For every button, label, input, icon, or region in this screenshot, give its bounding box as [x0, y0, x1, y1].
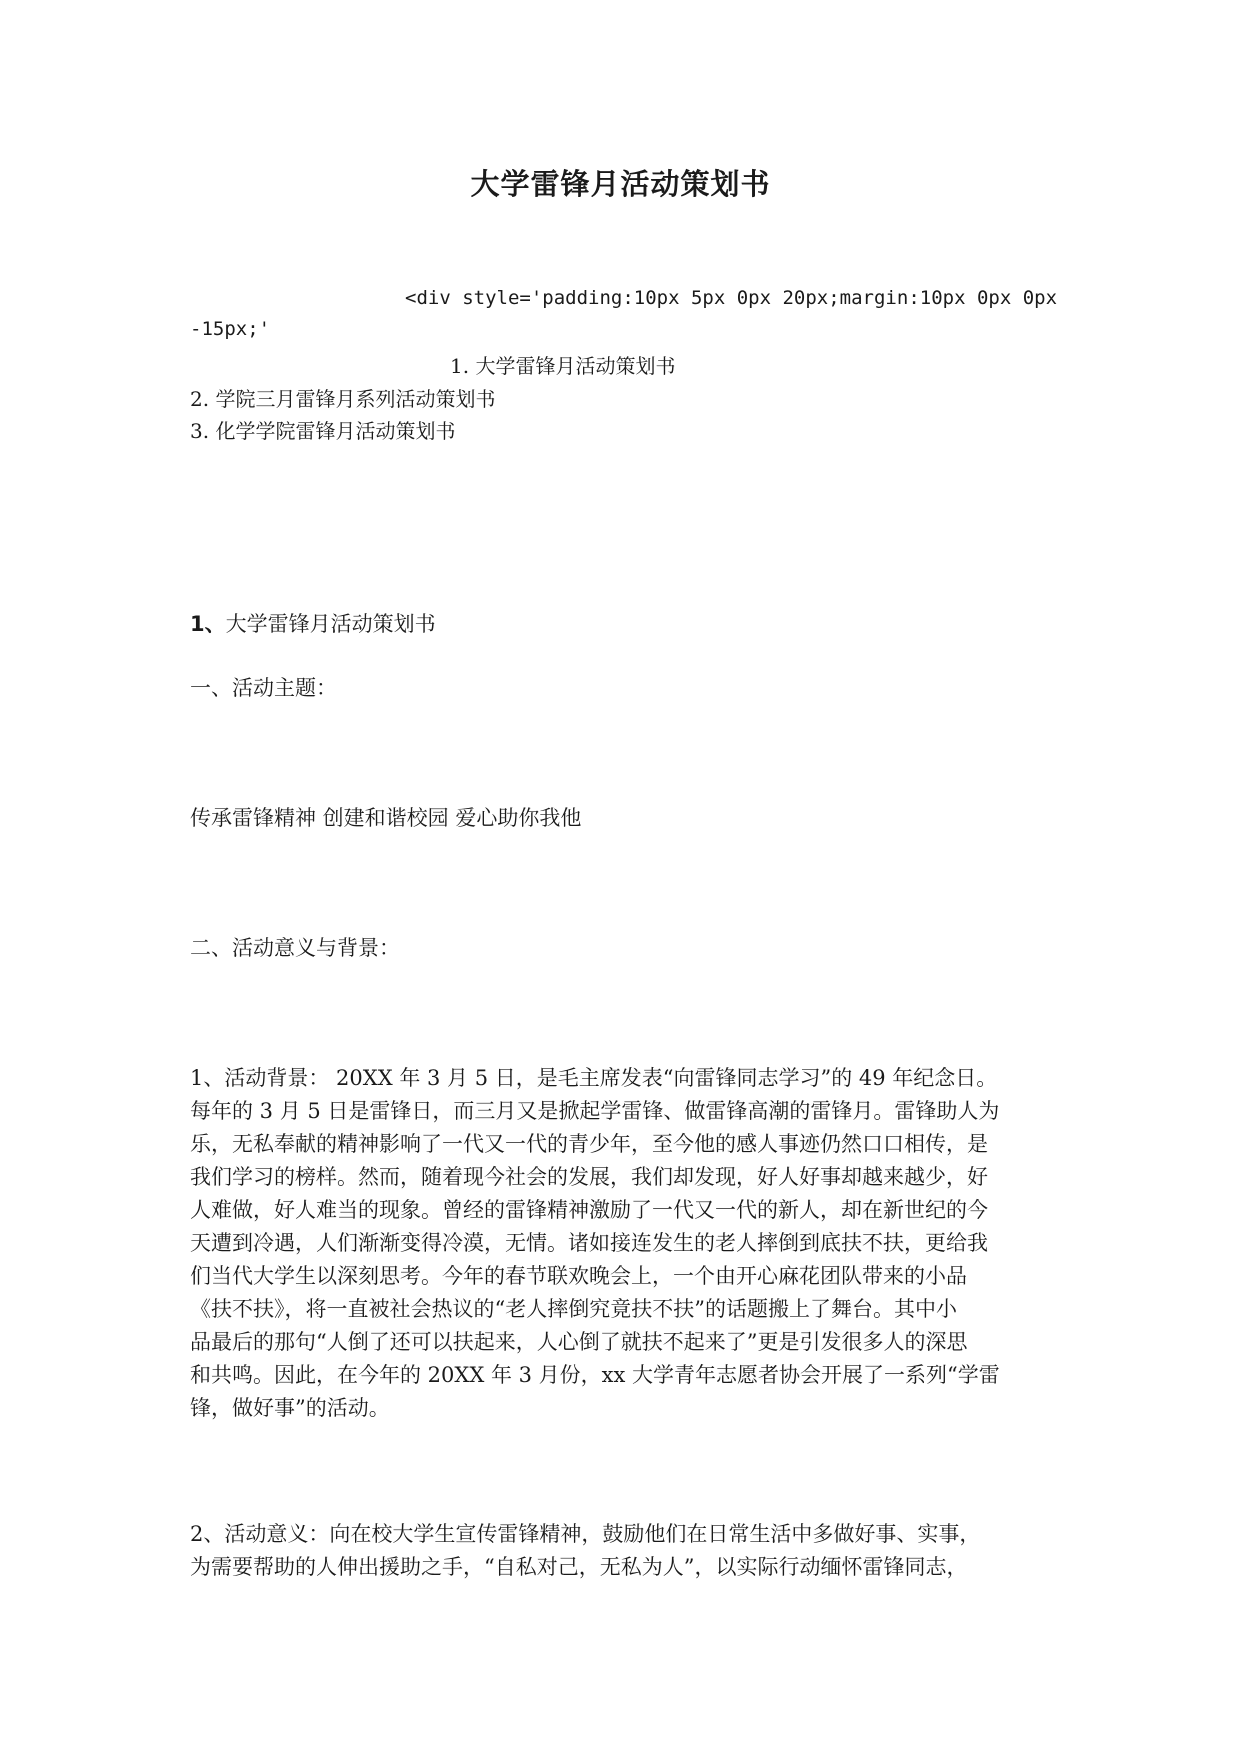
paragraph-line: 和共鸣。因此，在今年的 20XX 年 3 月份，xx 大学青年志愿者协会开展了一系列“学雷 [190, 1363, 1000, 1387]
paragraph-line: 2、活动意义：向在校大学生宣传雷锋精神，鼓励他们在日常生活中多做好事、实事， [190, 1522, 981, 1546]
theme-text: 传承雷锋精神 创建和谐校园 爱心助你我他 [190, 806, 582, 830]
code-text-line: -15px;' [190, 318, 271, 340]
paragraph-line: 乐，无私奉献的精神影响了一代又一代的青少年，至今他的感人事迹仍然口口相传，是 [190, 1132, 988, 1156]
code-text-line: <div style='padding:10px 5px 0px 20px;margin:10px 0px 0px [405, 287, 1058, 309]
paragraph-line: 为需要帮助的人伸出援助之手，“自私对己，无私为人”，以实际行动缅怀雷锋同志， [190, 1555, 968, 1579]
section-title: 大学雷锋月活动策划书 [225, 612, 436, 636]
subsection-heading: 二、活动意义与背景： [190, 936, 400, 960]
subsection-heading: 一、活动主题： [190, 676, 337, 700]
paragraph-line: 人难做，好人难当的现象。曾经的雷锋精神激励了一代又一代的新人，却在新世纪的今 [190, 1198, 988, 1222]
section-heading [190, 608, 436, 638]
paragraph-line: 锋，做好事”的活动。 [190, 1396, 390, 1420]
toc-item: 2. 学院三月雷锋月系列活动策划书 [190, 387, 496, 411]
paragraph-line: 我们学习的榜样。然而，随着现今社会的发展，我们却发现，好人好事却越来越少，好 [190, 1165, 988, 1189]
paragraph-line: 天遭到冷遇，人们渐渐变得冷漠，无情。诸如接连发生的老人摔倒到底扶不扶，更给我 [190, 1231, 988, 1255]
section-number: 1、 [190, 612, 226, 636]
toc-item: 3. 化学学院雷锋月活动策划书 [190, 419, 456, 443]
document-title: 大学雷锋月活动策划书 [470, 167, 771, 201]
paragraph-line: 们当代大学生以深刻思考。今年的春节联欢晚会上，一个由开心麻花团队带来的小品 [190, 1264, 967, 1288]
toc-item: 1. 大学雷锋月活动策划书 [450, 354, 676, 378]
paragraph-line: 每年的 3 月 5 日是雷锋日，而三月又是掀起学雷锋、做雷锋高潮的雷锋月。雷锋助人为 [190, 1099, 1000, 1123]
paragraph-line: 品最后的那句“人倒了还可以扶起来，人心倒了就扶不起来了”更是引发很多人的深思 [190, 1330, 968, 1354]
paragraph-line: 《扶不扶》，将一直被社会热议的“老人摔倒究竟扶不扶”的话题搬上了舞台。其中小 [190, 1297, 957, 1321]
paragraph-line: 1、活动背景： 20XX 年 3 月 5 日，是毛主席发表“向雷锋同志学习”的 49 年纪念日。 [190, 1066, 998, 1090]
